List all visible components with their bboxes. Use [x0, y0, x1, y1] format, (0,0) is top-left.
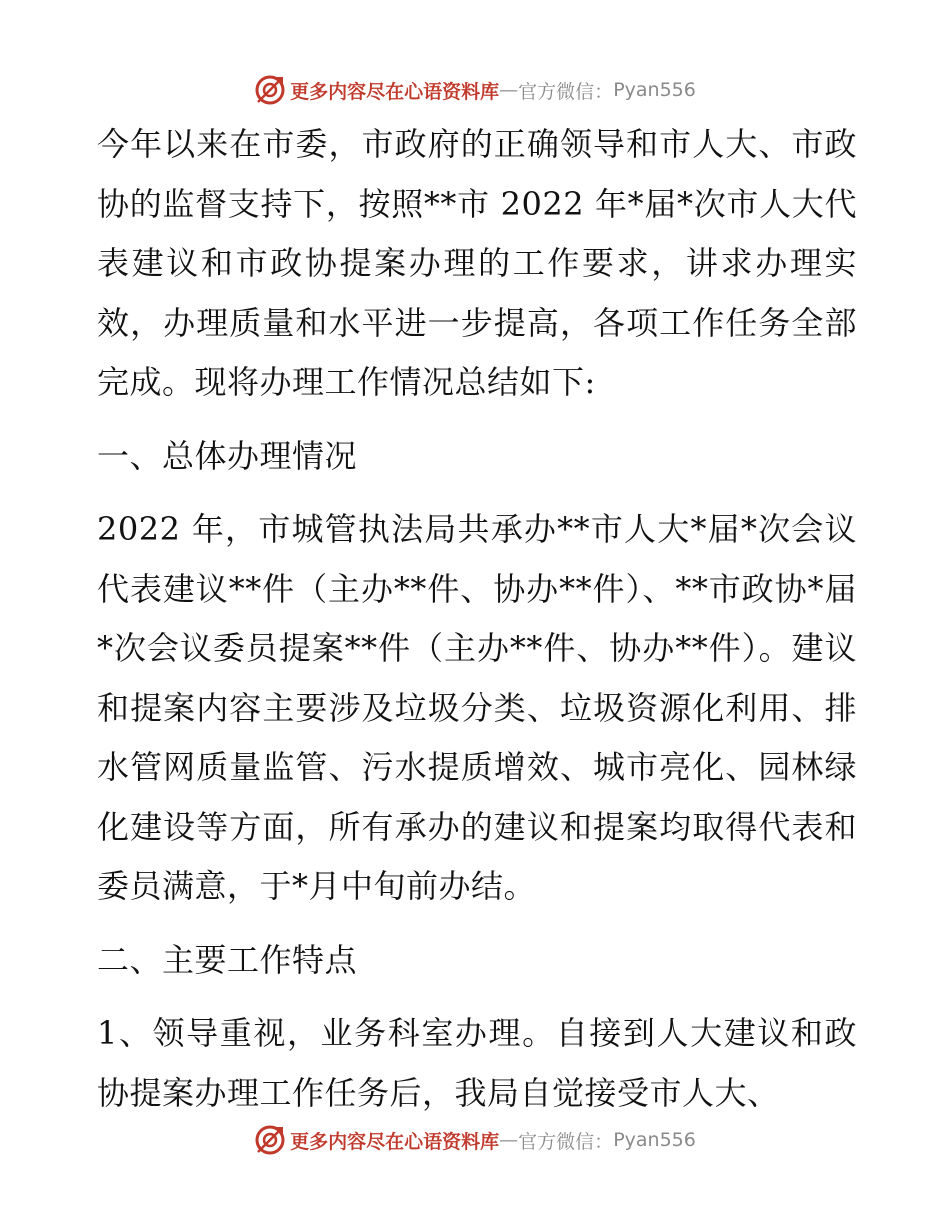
banner-dash: — — [499, 79, 519, 101]
logo-icon — [254, 74, 286, 106]
header-banner — [0, 70, 950, 110]
paragraph-intro: 今年以来在市委，市政府的正确领导和市人大、市政协的监督支持下，按照**市 2022 年*届*次市人大代表建议和市政协提案办理的工作要求，讲求办理实效，办理质量和水平进一步提高，各项工作任务全部完成。现将办理工作情况总结如下: — [97, 125, 857, 401]
promo-text: 更多内容尽在心语资料库 — [290, 1130, 500, 1153]
wechat-id: Pyan556 — [613, 79, 696, 101]
heading-features: 二、主要工作特点 — [97, 940, 358, 979]
document-body — [97, 115, 857, 1123]
paragraph-feature-1: 1、领导重视，业务科室办理。自接到人大建议和政协提案办理工作任务后，我局自觉接受市人大、 — [97, 1014, 857, 1112]
logo-icon — [254, 1124, 286, 1156]
banner-dash: — — [499, 1129, 519, 1151]
paragraph-overall: 2022 年，市城管执法局共承办**市人大*届*次会议代表建议**件（主办**件、协办**件）、**市政协*届*次会议委员提案**件（主办**件、协办**件）。建议和提案内容主要涉及垃圾分类、垃圾资源化利用、排水管网质量监管、污水提质增效、城市亮化、园林绿化建设等方面，所有承办的建议和提案均取得代表和委员满意，于*月中旬前办结。 — [97, 510, 857, 905]
footer-banner — [0, 1120, 950, 1160]
heading-overall: 一、总体办理情况 — [97, 436, 358, 475]
wechat-label: 官方微信： — [518, 1130, 614, 1153]
promo-text: 更多内容尽在心语资料库 — [290, 80, 500, 103]
wechat-id: Pyan556 — [613, 1129, 696, 1151]
wechat-label: 官方微信： — [518, 80, 614, 103]
